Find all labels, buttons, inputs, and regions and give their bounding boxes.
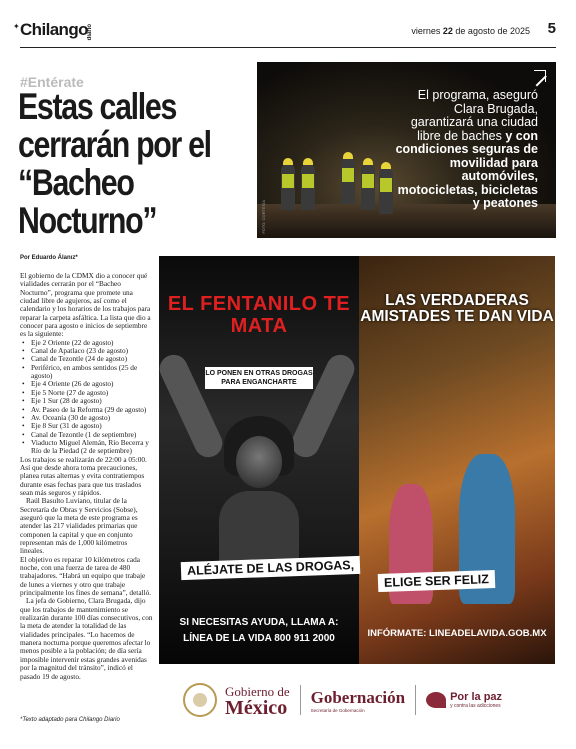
list-item: • Canal de Tezontle (1 de septiembre) — [22, 431, 153, 439]
por-la-paz-logo — [450, 691, 502, 709]
photo-caption-strong: y con condiciones seguras de movilidad para automóviles, motocicletas, bicicletas y peatones — [395, 128, 538, 210]
ad-help-line2[interactable]: LÍNEA DE LA VIDA 800 911 2000 — [183, 633, 335, 644]
list-item: • Av. Oceanía (30 de agosto) — [22, 414, 153, 422]
date-day: 22 — [442, 26, 453, 36]
list-item: • Eje 5 Norte (27 de agosto) — [22, 389, 153, 397]
ad-tag: LO PONEN EN OTRAS DROGAS PARA ENGANCHARTE — [205, 367, 313, 389]
list-item: • Viaducto Miguel Alemán, Río Becerra y Río de la Piedad (2 de septiembre) — [22, 439, 153, 456]
photo-caption-plain: El programa, aseguró Clara Brugada, garantizará una ciudad libre de baches — [410, 88, 538, 143]
por-la-paz-line2: y contra las adicciones — [450, 703, 501, 709]
photo-credit: FOTO: CORTESÍA — [261, 200, 266, 234]
worker-figure — [341, 158, 355, 204]
list-item: • Canal de Tezontle (24 de agosto) — [22, 355, 153, 363]
ad-title-right: LAS VERDADERAS AMISTADES TE DAN VIDA — [360, 292, 554, 325]
section-kicker: #Entérate — [20, 74, 84, 90]
advertisement[interactable] — [159, 256, 555, 664]
por-la-paz-line1: Por la paz — [450, 691, 503, 703]
page-number: 5 — [547, 20, 556, 37]
ad-stripe-right: ELIGE SER FELIZ — [378, 570, 495, 592]
list-item: • Periférico, en ambos sentidos (25 de agosto) — [22, 364, 153, 381]
star-icon: ✦ — [13, 22, 20, 31]
date-rest: de agosto de 2025 — [455, 26, 530, 36]
divider — [415, 685, 416, 715]
article-paragraph: El objetivo es reparar 10 kilómetros cada noche, con una fuerza de tarea de 480 trabajadores. “Habrá un equipo que trabaje de lunes a viernes y otro que trabaje principalmente los fines de semana”, detalló. — [20, 554, 152, 598]
gobierno-de-mexico-logo — [225, 684, 290, 719]
ad-title-left: EL FENTANILO TE MATA — [167, 293, 351, 337]
article-intro: El gobierno de la CDMX dio a conocer qué vialidades cerrarán por el “Bacheo Nocturno”, programa que promete una ciudad libre de agujeros, así como el calendario y los horarios de los trabajos para reparar la carpeta asfáltica. La lista que dio a conocer para agosto e inicios de septiembre es la siguiente: — [20, 271, 151, 339]
worker-figure — [301, 164, 315, 210]
list-item: • Av. Paseo de la Reforma (29 de agosto) — [22, 406, 153, 414]
worker-figure — [281, 164, 295, 210]
dateline — [411, 26, 530, 36]
gobernacion-logo — [311, 688, 405, 713]
gobierno-de-mexico-line1: Gobierno de — [225, 684, 290, 699]
worker-figure — [361, 164, 375, 210]
girl-illustration — [214, 416, 304, 566]
byline: Por Eduardo Álanız* — [20, 255, 78, 261]
photo-caption — [388, 89, 538, 211]
list-item: • Canal de Apatlaco (23 de agosto) — [22, 347, 153, 355]
ad-stripe-left: ALÉJATE DE LAS DROGAS, — [181, 556, 361, 580]
ad-help — [159, 615, 359, 647]
publication-logo-sub: diario — [87, 24, 93, 41]
article-paragraph: La jefa de Gobierno, Clara Brugada, dijo que los trabajos de mantenimiento se realizarán durante 100 días consecutivos, con la meta de atender la totalidad de las vialidades principales. “Lo hacemos de manera nocturna porque queremos afectar lo menos posible a la población; de día sería imposible intervenir estas grandes avenidas por la magnitud del tránsito”, indicó el pasado 19 de agosto. — [20, 596, 153, 681]
dove-icon — [426, 692, 446, 708]
list-item: • Eje 1 Sur (28 de agosto) — [22, 397, 153, 405]
article-headline: Estas calles cerrarán por el “Bacheo Nocturno” — [18, 86, 211, 241]
gobernacion-line2: Secretaría de Gobernación — [310, 707, 365, 713]
masthead — [13, 18, 556, 48]
ad-sponsor-logos — [159, 672, 555, 728]
publication-logo[interactable]: Chilango — [20, 20, 88, 39]
gobernacion-line1: Gobernación — [310, 687, 406, 707]
divider — [300, 685, 301, 715]
article-paragraph: Los trabajos se realizarán de 22:00 a 05:00. Así que desde ahora toma precauciones, planea rutas alternas y evita contratiempos durante esas fechas para que tus traslados sean más seguros y rápidos. — [20, 454, 147, 497]
gobierno-de-mexico-line2: México — [225, 697, 288, 719]
arrow-up-right-icon — [534, 70, 546, 82]
list-item: • Eje 4 Oriente (26 de agosto) — [22, 380, 153, 388]
closure-list — [20, 339, 153, 456]
date-weekday: viernes — [411, 26, 441, 36]
list-item: • Eje 2 Oriente (22 de agosto) — [22, 339, 153, 347]
ad-help-line1: SI NECESITAS AYUDA, LLAMA A: — [179, 617, 339, 628]
list-item: • Eje 8 Sur (31 de agosto) — [22, 422, 153, 430]
mexico-seal-icon — [183, 683, 217, 717]
footnote: *Texto adaptado para Chilango Diario — [20, 717, 120, 723]
ad-info-link[interactable]: INFÓRMATE: LINEADELAVIDA.GOB.MX — [367, 628, 547, 639]
article-body — [20, 272, 153, 681]
article-photo — [257, 62, 556, 238]
article-paragraph: Raúl Basulto Luviano, titular de la Secretaría de Obras y Servicios (Sobse), aseguró que la meta de este programa es atender las 217 vialidades primarias que componen la capital y que en conjunto representan más de 1,000 kilómetros lineales. — [20, 496, 138, 556]
